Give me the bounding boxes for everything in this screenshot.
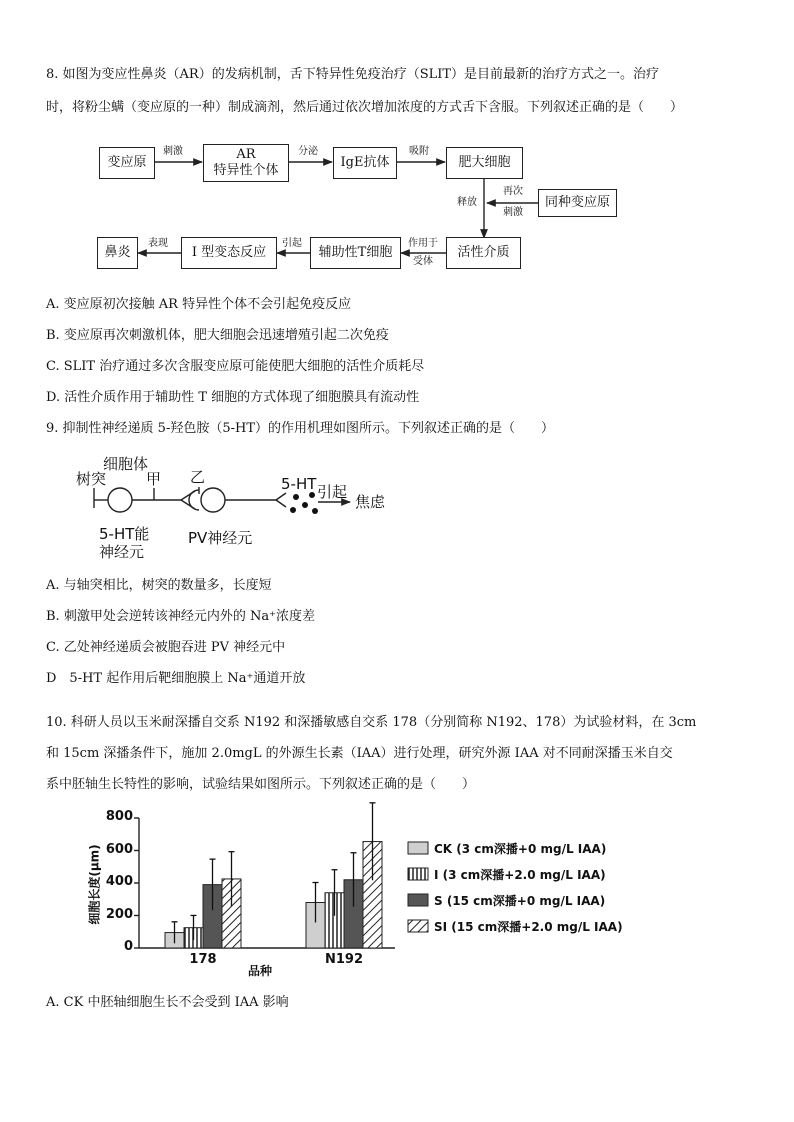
legend-label-0: CK (3 cm深播+0 mg/L IAA): [434, 842, 607, 856]
q10-option-a: A. CK 中胚轴细胞生长不会受到 IAA 影响: [46, 995, 289, 1010]
label-show: 表现: [148, 238, 168, 249]
legend-label-1: I (3 cm深播+2.0 mg/L IAA): [434, 868, 606, 882]
box-type1: Ⅰ 型变态反应: [181, 237, 277, 269]
box-rhinitis: 鼻炎: [97, 237, 138, 269]
label-5ht-neuron-2: 神经元: [99, 543, 145, 561]
q8-stem-line1: 8. 如图为变应性鼻炎（AR）的发病机制，舌下特异性免疫治疗（SLIT）是目前最新的治疗方式之一。治疗: [46, 67, 660, 82]
q9-stem: 9. 抑制性神经递质 5-羟色胺（5-HT）的作用机理如图所示。下列叙述正确的是（ ）: [46, 421, 555, 436]
label-pv-neuron: PV神经元: [188, 529, 253, 547]
box-mast-cell: 肥大细胞: [446, 147, 523, 179]
label-act-on: 作用于: [408, 238, 438, 249]
box-helper-t: 辅助性T细胞: [310, 237, 401, 269]
label-soma: 细胞体: [103, 455, 149, 473]
label-5ht-neuron: 5-HT能: [99, 525, 150, 543]
label-receptor: 受体: [413, 256, 433, 267]
q9-option-a: A. 与轴突相比，树突的数量多，长度短: [46, 578, 272, 593]
x-tick-label-178: 178: [189, 952, 217, 967]
q8-option-c: C. SLIT 治疗通过多次含服变应原可能使肥大细胞的活性介质耗尽: [46, 359, 425, 374]
label-release: 释放: [457, 197, 477, 208]
q10-stem-line3: 系中胚轴生长特性的影响，试验结果如图所示。下列叙述正确的是（ ）: [46, 777, 476, 792]
label-again: 再次: [503, 186, 523, 197]
label-jia: 甲: [146, 470, 162, 488]
y-tick-label: 800: [105, 809, 133, 824]
box-mediator: 活性介质: [446, 237, 521, 269]
q9-option-d: D 5-HT 起作用后靶细胞膜上 Na⁺通道开放: [46, 671, 306, 686]
label-cause: 引起: [282, 238, 302, 249]
legend-swatch-0: [408, 842, 428, 854]
label-dendrite: 树突: [76, 470, 107, 488]
label-again-stim: 刺激: [503, 207, 523, 218]
legend-label-2: S (15 cm深播+0 mg/L IAA): [434, 894, 606, 908]
label-stimulate: 刺激: [163, 146, 183, 157]
q8-option-d: D. 活性介质作用于辅助性 T 细胞的方式体现了细胞膜具有流动性: [46, 390, 420, 405]
q9-option-c: C. 乙处神经递质会被胞吞进 PV 神经元中: [46, 640, 286, 655]
q10-stem-line1: 10. 科研人员以玉米耐深播自交系 N192 和深播敏感自交系 178（分别简称 N192、178）为试验材料，在 3cm: [46, 715, 697, 730]
label-anxiety: 焦虑: [355, 493, 386, 511]
label-cause: 引起: [317, 483, 348, 501]
label-adsorb: 吸附: [409, 146, 429, 157]
x-tick-label-N192: N192: [324, 952, 364, 967]
box-ar-individual: AR 特异性个体: [203, 144, 289, 182]
y-axis-label: 细胞长度(μm): [87, 844, 102, 925]
legend-swatch-3: [408, 920, 428, 932]
box-ige: IgE抗体: [333, 147, 397, 179]
q8-option-a: A. 变应原初次接触 AR 特异性个体不会引起免疫反应: [46, 297, 352, 312]
y-tick-label: 200: [105, 906, 133, 922]
x-axis-label: 品种: [248, 964, 273, 978]
box-allergen: 变应原: [99, 147, 155, 179]
q8-option-b: B. 变应原再次刺激机体，肥大细胞会迅速增殖引起二次免疫: [46, 328, 389, 343]
label-5ht: 5-HT: [281, 475, 317, 493]
y-tick-label: 0: [123, 939, 133, 954]
box-same-allergen: 同种变应原: [538, 189, 617, 217]
q10-stem-line2: 和 15cm 深播条件下，施加 2.0mgL 的外源生长素（IAA）进行处理，研究外源 IAA 对不同耐深播玉米自交: [46, 746, 673, 761]
legend-swatch-2: [408, 894, 428, 906]
q8-stem-line2: 时，将粉尘螨（变应原的一种）制成滴剂，然后通过依次增加浓度的方式舌下含服。下列叙述正确的是（ ）: [46, 100, 684, 115]
legend-swatch-1: [408, 868, 428, 880]
y-tick-label: 400: [105, 874, 133, 889]
label-yi: 乙: [190, 468, 206, 486]
legend-label-3: SI (15 cm深播+2.0 mg/L IAA): [434, 920, 623, 934]
label-secrete: 分泌: [298, 146, 318, 157]
y-tick-label: 600: [105, 841, 133, 857]
q9-option-b: B. 刺激甲处会逆转该神经元内外的 Na⁺浓度差: [46, 609, 315, 624]
